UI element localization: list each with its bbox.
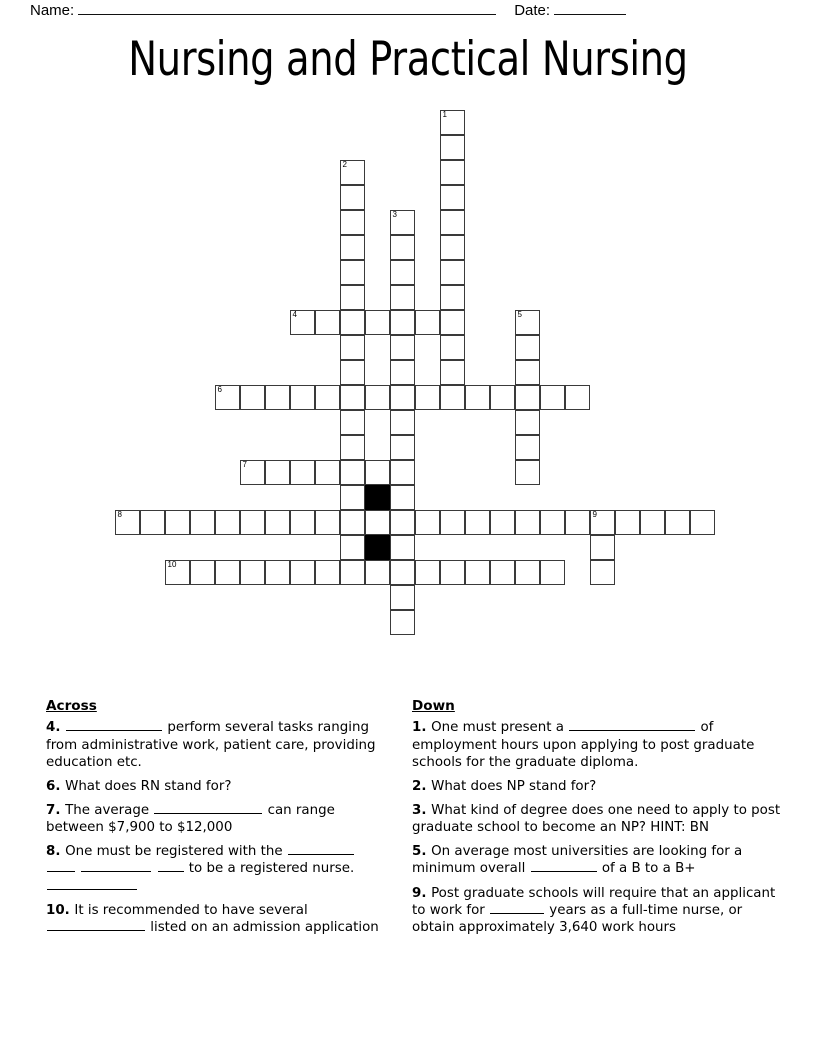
crossword-cell-number: 7 — [242, 460, 247, 469]
crossword-cell[interactable] — [315, 510, 340, 535]
across-clue-number: 7. — [46, 803, 66, 819]
crossword-cell[interactable] — [640, 510, 665, 535]
crossword-cell[interactable] — [265, 560, 290, 585]
crossword-cell[interactable] — [490, 385, 515, 410]
crossword-cell[interactable] — [515, 410, 540, 435]
down-clue-text: of employment hours upon applying to post graduate schools for the graduate diploma. — [412, 720, 755, 770]
crossword-cell[interactable] — [440, 310, 465, 335]
down-clue-text: What does NP stand for? — [431, 778, 597, 794]
crossword-cell[interactable] — [340, 285, 365, 310]
crossword-cell[interactable] — [665, 510, 690, 535]
across-clue-number: 10. — [46, 902, 75, 918]
down-clue-list — [412, 719, 784, 936]
crossword-cell[interactable] — [340, 385, 365, 410]
crossword-cell[interactable] — [190, 510, 215, 535]
crossword-cell[interactable] — [690, 510, 715, 535]
crossword-cell[interactable] — [265, 460, 290, 485]
down-clue — [412, 719, 784, 770]
down-clues-section — [412, 698, 784, 943]
across-clue-text: What does RN stand for? — [65, 778, 232, 794]
crossword-cell[interactable] — [365, 560, 390, 585]
across-clue — [46, 802, 382, 836]
crossword-cell[interactable] — [390, 310, 415, 335]
crossword-cell-number: 3 — [392, 210, 397, 219]
across-clues-section — [46, 698, 382, 943]
crossword-cell[interactable] — [565, 510, 590, 535]
crossword-cell[interactable] — [365, 310, 390, 335]
crossword-cell[interactable] — [340, 435, 365, 460]
crossword-cell[interactable] — [390, 435, 415, 460]
name-label: Name: — [30, 2, 75, 19]
crossword-cell[interactable] — [590, 510, 615, 535]
crossword-cell[interactable] — [515, 460, 540, 485]
across-clue-text: It is recommended to have several — [74, 902, 308, 918]
crossword-cell[interactable] — [515, 435, 540, 460]
crossword-cell[interactable] — [390, 235, 415, 260]
crossword-cell[interactable] — [390, 560, 415, 585]
crossword-cell[interactable] — [590, 560, 615, 585]
down-clue-text: One must present a — [431, 720, 569, 736]
crossword-cell[interactable] — [240, 460, 265, 485]
crossword-cell[interactable] — [465, 560, 490, 585]
crossword-cell[interactable] — [615, 510, 640, 535]
across-clue-text — [152, 861, 156, 876]
crossword-cell[interactable] — [490, 510, 515, 535]
across-clue — [46, 719, 382, 770]
crossword-cell[interactable] — [365, 510, 390, 535]
crossword-cell[interactable] — [315, 460, 340, 485]
crossword-cell[interactable] — [415, 560, 440, 585]
crossword-cell[interactable] — [215, 385, 240, 410]
across-clue-text: perform several tasks ranging from administrative work, patient care, providing education etc. — [46, 720, 376, 770]
crossword-cell[interactable] — [390, 360, 415, 385]
down-clue-answer-blank[interactable] — [490, 903, 544, 914]
across-clue — [46, 902, 382, 936]
crossword-cell[interactable] — [515, 560, 540, 585]
across-clue-text: The average — [65, 803, 154, 819]
crossword-cell[interactable] — [140, 510, 165, 535]
crossword-cell[interactable] — [390, 585, 415, 610]
crossword-cell-number: 1 — [442, 110, 447, 119]
down-clue-text: years as a full-time nurse, or obtain approximately 3,640 work hours — [412, 902, 743, 935]
crossword-cell[interactable] — [340, 210, 365, 235]
crossword-cell[interactable] — [290, 560, 315, 585]
down-clue-number: 2. — [412, 778, 432, 794]
crossword-cell[interactable] — [440, 210, 465, 235]
down-clue — [412, 802, 784, 836]
crossword-cell[interactable] — [340, 185, 365, 210]
crossword-cell[interactable] — [440, 260, 465, 285]
crossword-cell[interactable] — [265, 385, 290, 410]
crossword-cell[interactable] — [240, 560, 265, 585]
across-clue — [46, 778, 382, 795]
crossword-cell[interactable] — [340, 260, 365, 285]
crossword-cell[interactable] — [340, 535, 365, 560]
crossword-cell[interactable] — [565, 385, 590, 410]
crossword-cell[interactable] — [390, 260, 415, 285]
across-clue-text — [76, 861, 80, 876]
down-clue-number: 9. — [412, 885, 432, 901]
crossword-cell[interactable] — [515, 360, 540, 385]
crossword-cell[interactable] — [265, 510, 290, 535]
crossword-cell[interactable] — [340, 360, 365, 385]
across-clue-text: to be a registered nurse. — [184, 861, 355, 877]
page-title: Nursing and Practical Nursing — [128, 32, 688, 87]
crossword-cell[interactable] — [340, 310, 365, 335]
crossword-cell[interactable] — [440, 385, 465, 410]
crossword-cell[interactable] — [290, 510, 315, 535]
crossword-cell[interactable] — [215, 510, 240, 535]
crossword-cell[interactable] — [340, 335, 365, 360]
crossword-cell[interactable] — [390, 385, 415, 410]
across-clue-answer-blank[interactable] — [47, 861, 75, 872]
crossword-cell[interactable] — [290, 385, 315, 410]
across-clue-list — [46, 719, 382, 936]
crossword-cell[interactable] — [415, 310, 440, 335]
crossword-cell[interactable] — [390, 510, 415, 535]
crossword-cell[interactable] — [515, 310, 540, 335]
crossword-cell[interactable] — [590, 535, 615, 560]
down-heading: Down — [412, 698, 455, 714]
down-clue — [412, 843, 784, 877]
crossword-cell[interactable] — [365, 385, 390, 410]
crossword-cell[interactable] — [490, 560, 515, 585]
across-clue-number: 8. — [46, 844, 66, 860]
crossword-cell[interactable] — [390, 210, 415, 235]
crossword-cell[interactable] — [340, 485, 365, 510]
crossword-cell[interactable] — [390, 485, 415, 510]
crossword-cell[interactable] — [415, 510, 440, 535]
crossword-cell[interactable] — [340, 160, 365, 185]
crossword-cell[interactable] — [440, 160, 465, 185]
crossword-cell[interactable] — [540, 560, 565, 585]
across-clue-answer-blank[interactable] — [47, 879, 137, 890]
crossword-cell[interactable] — [165, 510, 190, 535]
across-clue-answer-blank[interactable] — [154, 803, 262, 814]
crossword-cell[interactable] — [440, 360, 465, 385]
crossword-cell[interactable] — [465, 510, 490, 535]
crossword-cell[interactable] — [440, 185, 465, 210]
down-clue — [412, 778, 784, 795]
crossword-cell[interactable] — [315, 385, 340, 410]
crossword-cell[interactable] — [190, 560, 215, 585]
crossword-cell[interactable] — [240, 385, 265, 410]
crossword-cell[interactable] — [340, 410, 365, 435]
down-clue — [412, 885, 784, 936]
crossword-cell[interactable] — [315, 560, 340, 585]
crossword-cell[interactable] — [290, 460, 315, 485]
crossword-cell-number: 10 — [167, 560, 177, 569]
crossword-cell[interactable] — [465, 385, 490, 410]
down-clue-number: 3. — [412, 803, 432, 819]
down-clue-answer-blank[interactable] — [531, 861, 597, 872]
crossword-cell[interactable] — [215, 560, 240, 585]
across-clue-text: One must be registered with the — [65, 844, 287, 860]
across-clue-answer-blank[interactable] — [158, 861, 184, 872]
down-clue-text: Post graduate schools will require that an applicant to work for — [412, 885, 776, 918]
across-clue-answer-blank[interactable] — [47, 920, 145, 931]
crossword-cell[interactable] — [315, 310, 340, 335]
crossword-cell-number: 4 — [292, 310, 297, 319]
crossword-cell[interactable] — [340, 235, 365, 260]
crossword-cell[interactable] — [440, 110, 465, 135]
crossword-cell[interactable] — [415, 385, 440, 410]
across-clue — [46, 843, 382, 894]
crossword-block-cell — [365, 535, 390, 560]
crossword-cell[interactable] — [440, 335, 465, 360]
crossword-cell[interactable] — [165, 560, 190, 585]
across-clue-text: listed on an admission application — [146, 919, 379, 935]
crossword-cell[interactable] — [515, 335, 540, 360]
crossword-cell[interactable] — [290, 310, 315, 335]
crossword-cell[interactable] — [340, 560, 365, 585]
crossword-cell[interactable] — [365, 460, 390, 485]
crossword-cell[interactable] — [440, 285, 465, 310]
crossword-cell-number: 6 — [217, 385, 222, 394]
crossword-cell[interactable] — [390, 610, 415, 635]
down-clue-number: 5. — [412, 844, 432, 860]
crossword-cell[interactable] — [440, 135, 465, 160]
crossword-cell[interactable] — [390, 410, 415, 435]
down-clue-text: On average most universities are looking for a minimum overall — [412, 844, 743, 877]
across-heading: Across — [46, 698, 97, 714]
across-clue-number: 6. — [46, 778, 66, 794]
crossword-cell[interactable] — [440, 510, 465, 535]
down-clue-text: What kind of degree does one need to apply to post graduate school to become an NP? HINT: BN — [412, 803, 781, 836]
across-clue-number: 4. — [46, 720, 66, 736]
across-clue-answer-blank[interactable] — [66, 720, 162, 731]
crossword-cell-number: 9 — [592, 510, 597, 519]
down-clue-text: of a B to a B+ — [597, 861, 696, 877]
crossword-cell-number: 2 — [342, 160, 347, 169]
crossword-cell[interactable] — [390, 335, 415, 360]
down-clue-answer-blank[interactable] — [569, 720, 695, 731]
date-label: Date: — [514, 2, 551, 19]
crossword-cell[interactable] — [540, 510, 565, 535]
crossword-cell[interactable] — [390, 285, 415, 310]
crossword-cell[interactable] — [390, 535, 415, 560]
crossword-cell-number: 8 — [117, 510, 122, 519]
crossword-cell[interactable] — [440, 235, 465, 260]
crossword-cell-number: 5 — [517, 310, 522, 319]
across-clue-answer-blank[interactable] — [288, 844, 354, 855]
across-clue-answer-blank[interactable] — [81, 861, 151, 872]
crossword-cell[interactable] — [515, 510, 540, 535]
crossword-block-cell — [365, 485, 390, 510]
crossword-cell[interactable] — [340, 510, 365, 535]
crossword-cell[interactable] — [440, 560, 465, 585]
down-clue-number: 1. — [412, 720, 432, 736]
crossword-cell[interactable] — [390, 460, 415, 485]
crossword-cell[interactable] — [515, 385, 540, 410]
crossword-cell[interactable] — [240, 510, 265, 535]
crossword-cell[interactable] — [115, 510, 140, 535]
across-clue-text: can range between $7,900 to $12,000 — [46, 803, 335, 836]
crossword-cell[interactable] — [540, 385, 565, 410]
crossword-cell[interactable] — [340, 460, 365, 485]
